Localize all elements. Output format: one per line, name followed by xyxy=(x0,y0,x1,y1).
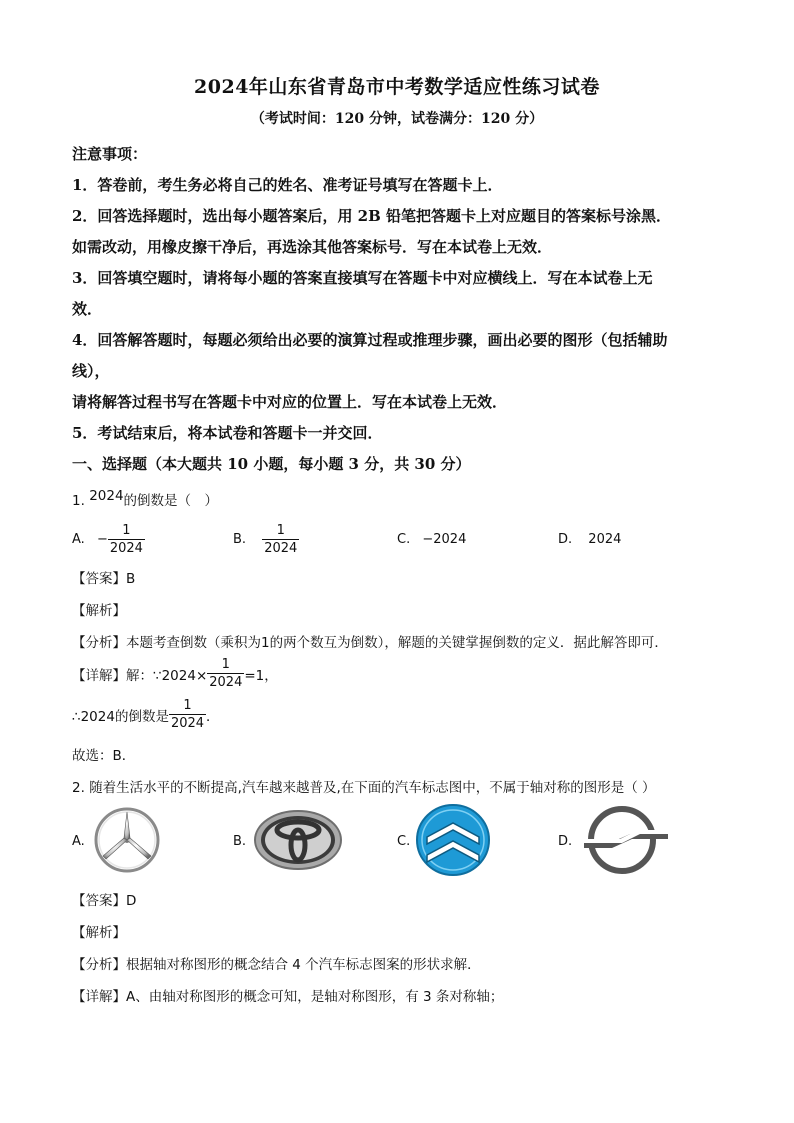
detail-line xyxy=(72,985,503,1005)
detail-line xyxy=(72,656,278,691)
option-value: 2024 xyxy=(588,532,622,547)
choose-line: 故选：B． xyxy=(72,748,136,764)
option-d-label: D. xyxy=(558,834,573,849)
fraction: $\frac{1}{2024}$ xyxy=(170,698,205,731)
notice-item: 1．答卷前，考生务必将自己的姓名、准考证号填写在答题卡上． xyxy=(72,176,503,194)
analysis-tag: 【解析】 xyxy=(72,603,126,619)
question-2-stem xyxy=(72,776,656,796)
analysis-line xyxy=(72,953,481,973)
option-label: A. xyxy=(72,532,85,547)
option-label: C. xyxy=(397,532,411,547)
detail-text: 解：∵2024× xyxy=(126,667,208,684)
option-b-label: B. xyxy=(233,834,247,849)
notice-item: 2．回答选择题时，选出每小题答案后，用 2B 铅笔把答题卡上对应题目的答案标号涂黑． xyxy=(72,207,672,225)
toyota-logo-icon xyxy=(252,808,344,872)
answer-line xyxy=(72,567,135,587)
analysis-tag: 【解析】 xyxy=(72,925,126,941)
option-b xyxy=(233,522,299,557)
option-a-label: A. xyxy=(72,834,85,849)
option-value: −2024 xyxy=(422,532,467,547)
option-label: B. xyxy=(233,532,247,547)
question-value: 2024 xyxy=(89,488,124,504)
fraction: $\frac{1}{2024}$ xyxy=(109,523,143,556)
answer-tag: 【答案】 xyxy=(72,893,126,909)
question-number: 1. xyxy=(72,493,85,509)
option-sign: − xyxy=(96,532,108,547)
question-text: 的倒数是（ ） xyxy=(123,493,219,509)
option-c-label: C. xyxy=(397,834,411,849)
therefore-text: ． xyxy=(206,708,220,725)
citroen-logo-icon xyxy=(415,803,491,877)
option-d xyxy=(558,532,621,547)
detail-text: A、由轴对称图形的概念可知，是轴对称图形，有 3 条对称轴； xyxy=(126,989,504,1005)
answer-value: B xyxy=(126,571,136,587)
page-title: 2024年山东省青岛市中考数学适应性练习试卷 xyxy=(194,76,600,98)
fraction: $\frac{1}{2024}$ xyxy=(264,523,298,556)
fenxi-text: 根据轴对称图形的概念结合 4 个汽车标志图案的形状求解． xyxy=(126,957,481,973)
notice-item: 4．回答解答题时，每题必须给出必要的演算过程或推理步骤，画出必要的图形（包括辅助 xyxy=(72,331,668,349)
therefore-text: ∴2024的倒数是 xyxy=(72,708,169,725)
answer-value: D xyxy=(126,893,137,909)
detail-tag: 【详解】 xyxy=(72,989,126,1005)
notice-heading: 注意事项： xyxy=(72,145,148,163)
therefore-line xyxy=(72,697,220,732)
opel-logo-icon xyxy=(580,804,672,876)
notice-item: 如需改动，用橡皮擦干净后，再选涂其他答案标号．写在本试卷上无效． xyxy=(72,238,553,256)
answer-line xyxy=(72,889,136,909)
question-text: 随着生活水平的不断提高,汽车越来越普及,在下面的汽车标志图中，不属于轴对称的图形是（ ） xyxy=(89,780,656,796)
fraction: $\frac{1}{2024}$ xyxy=(209,657,243,690)
notice-item: 效． xyxy=(72,300,103,318)
detail-text: =1， xyxy=(244,667,278,684)
answer-tag: 【答案】 xyxy=(72,571,126,587)
question-number: 2. xyxy=(72,780,85,796)
fenxi-text: 本题考查倒数（乘积为1的两个数互为倒数），解题的关键掌握倒数的定义．据此解答即可． xyxy=(126,635,668,651)
exam-subtitle: （考试时间：120 分钟，试卷满分：120 分） xyxy=(250,111,544,127)
option-label: D. xyxy=(558,532,573,547)
detail-tag: 【详解】 xyxy=(72,667,126,684)
question-1-stem xyxy=(72,489,218,509)
notice-item: 线）， xyxy=(72,362,110,380)
notice-item: 请将解答过程书写在答题卡中对应的位置上．写在本试卷上无效． xyxy=(72,393,508,411)
notice-item: 3．回答填空题时，请将每小题的答案直接填写在答题卡中对应横线上．写在本试卷上无 xyxy=(72,269,653,287)
option-a xyxy=(72,522,145,557)
analysis-line xyxy=(72,631,668,651)
section-heading: 一、选择题（本大题共 10 小题，每小题 3 分，共 30 分） xyxy=(72,455,471,473)
fenxi-tag: 【分析】 xyxy=(72,635,126,651)
option-c xyxy=(397,532,466,547)
mercedes-logo-icon xyxy=(93,806,161,874)
notice-item: 5．考试结束后，将本试卷和答题卡一并交回． xyxy=(72,424,383,442)
fenxi-tag: 【分析】 xyxy=(72,957,126,973)
